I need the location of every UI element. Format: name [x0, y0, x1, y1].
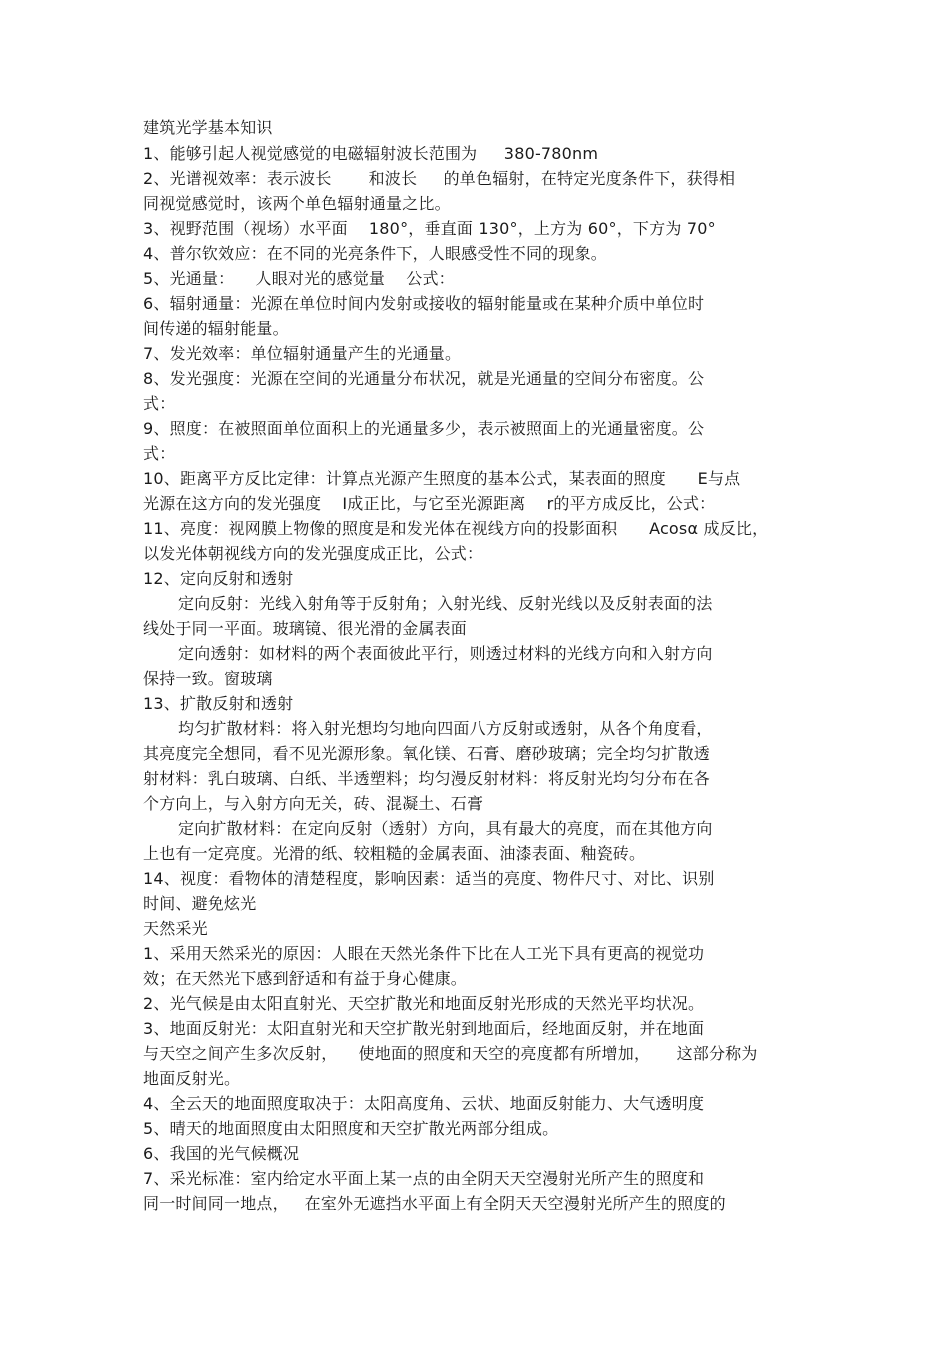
- text-line: 5、光通量： 人眼对光的感觉量 公式：: [143, 269, 455, 288]
- text-line: 上也有一定亮度。光滑的纸、较粗糙的金属表面、油漆表面、釉瓷砖。: [143, 844, 646, 863]
- text-line: 定向扩散材料：在定向反射（透射）方向，具有最大的亮度，而在其他方向: [178, 819, 713, 838]
- section-heading: 12、定向反射和透射: [143, 569, 294, 588]
- text-line: 同视觉感觉时，该两个单色辐射通量之比。: [143, 194, 451, 213]
- text-line: 光源在这方向的发光强度 I成正比，与它至光源距离 r的平方成反比，公式：: [143, 494, 716, 513]
- text-line: 2、光气候是由太阳直射光、天空扩散光和地面反射光形成的天然光平均状况。: [143, 994, 705, 1013]
- text-line: 10、距离平方反比定律：计算点光源产生照度的基本公式，某表面的照度 E与点: [143, 469, 741, 488]
- text-line: 定向透射：如材料的两个表面彼此平行，则透过材料的光线方向和入射方向: [178, 644, 713, 663]
- text-line: 线处于同一平面。玻璃镜、很光滑的金属表面: [143, 619, 468, 638]
- section-title: 天然采光: [143, 919, 208, 938]
- text-line: 同一时间同一地点， 在室外无遮挡水平面上有全阴天天空漫射光所产生的照度的: [143, 1194, 726, 1213]
- text-line: 14、视度：看物体的清楚程度，影响因素：适当的亮度、物件尺寸、对比、识别: [143, 869, 715, 888]
- text-line: 地面反射光。: [143, 1069, 241, 1088]
- text-line: 定向反射：光线入射角等于反射角；入射光线、反射光线以及反射表面的法: [178, 594, 713, 613]
- text-line: 式：: [143, 444, 176, 463]
- text-line: 4、全云天的地面照度取决于：太阳高度角、云状、地面反射能力、大气透明度: [143, 1094, 705, 1113]
- text-line: 1、能够引起人视觉感觉的电磁辐射波长范围为 380-780nm: [143, 144, 599, 163]
- text-line: 3、地面反射光：太阳直射光和天空扩散光射到地面后，经地面反射，并在地面: [143, 1019, 705, 1038]
- text-line: 5、晴天的地面照度由太阳照度和天空扩散光两部分组成。: [143, 1119, 559, 1138]
- text-line: 保持一致。窗玻璃: [143, 669, 273, 688]
- text-line: 7、发光效率：单位辐射通量产生的光通量。: [143, 344, 462, 363]
- text-line: 均匀扩散材料：将入射光想均匀地向四面八方反射或透射，从各个角度看，: [178, 719, 713, 738]
- text-line: 射材料：乳白玻璃、白纸、半透塑料；均匀漫反射材料：将反射光均匀分布在各: [143, 769, 711, 788]
- text-line: 4、普尔钦效应：在不同的光亮条件下，人眼感受性不同的现象。: [143, 244, 607, 263]
- text-line: 6、辐射通量：光源在单位时间内发射或接收的辐射能量或在某种介质中单位时: [143, 294, 705, 313]
- text-line: 其亮度完全想同，看不见光源形象。氧化镁、石膏、磨砂玻璃；完全均匀扩散透: [143, 744, 711, 763]
- text-line: 9、照度：在被照面单位面积上的光通量多少，表示被照面上的光通量密度。公: [143, 419, 705, 438]
- text-line: 间传递的辐射能量。: [143, 319, 289, 338]
- document-title: 建筑光学基本知识: [143, 118, 273, 137]
- text-line: 效；在天然光下感到舒适和有益于身心健康。: [143, 969, 468, 988]
- text-line: 8、发光强度：光源在空间的光通量分布状况，就是光通量的空间分布密度。公: [143, 369, 705, 388]
- text-line: 与天空之间产生多次反射， 使地面的照度和天空的亮度都有所增加， 这部分称为: [143, 1044, 758, 1063]
- text-line: 个方向上，与入射方向无关，砖、混凝土、石膏: [143, 794, 484, 813]
- text-line: 时间、避免炫光: [143, 894, 257, 913]
- text-line: 6、我国的光气候概况: [143, 1144, 300, 1163]
- text-line: 11、亮度：视网膜上物像的照度是和发光体在视线方向的投影面积 Acosα 成反比，: [143, 519, 769, 538]
- text-line: 1、采用天然采光的原因：人眼在天然光条件下比在人工光下具有更高的视觉功: [143, 944, 705, 963]
- text-line: 3、视野范围（视场）水平面 180°，垂直面 130°，上方为 60°，下方为 70°: [143, 219, 716, 238]
- text-line: 7、采光标准：室内给定水平面上某一点的由全阴天天空漫射光所产生的照度和: [143, 1169, 705, 1188]
- section-heading: 13、扩散反射和透射: [143, 694, 294, 713]
- text-line: 2、光谱视效率：表示波长 和波长 的单色辐射，在特定光度条件下，获得相: [143, 169, 736, 188]
- text-line: 式：: [143, 394, 176, 413]
- text-line: 以发光体朝视线方向的发光强度成正比，公式：: [143, 544, 484, 563]
